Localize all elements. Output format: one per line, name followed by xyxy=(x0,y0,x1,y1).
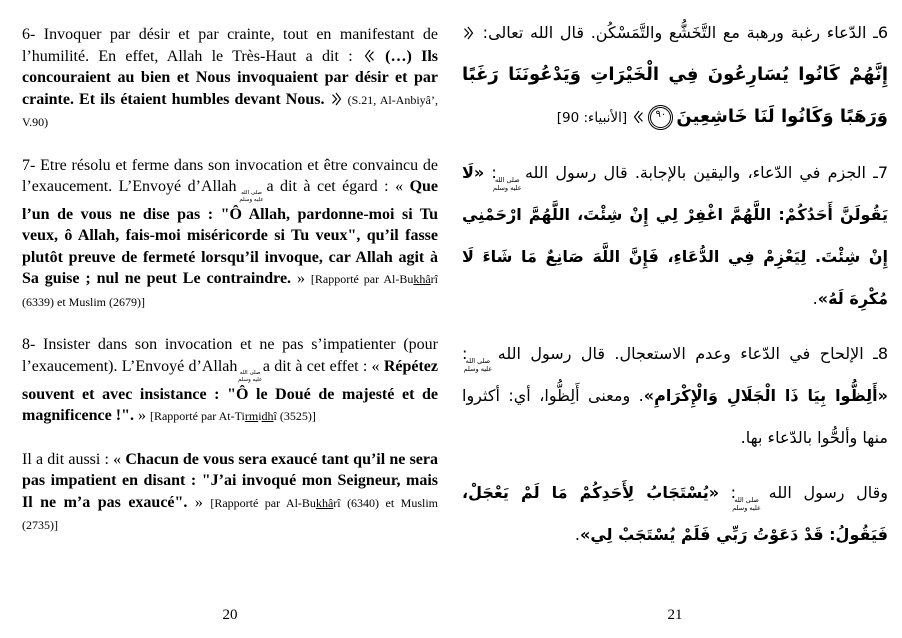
page-number-left: 20 xyxy=(222,607,238,623)
text-segment: » xyxy=(133,407,150,424)
paragraph-ar-hadith-extra xyxy=(462,472,888,556)
saw-bottom-text: عليه وسلم xyxy=(732,504,761,513)
text-segment: . ومعنى أَلِظُّوا، أي: أكثروا منها وألحُّوا بالدّعاء بها. xyxy=(462,386,888,447)
text-segment: «لَا يَقُولَنَّ أَحَدُكُمْ: اللَّهُمَّ اغْفِرْ لِي إِنْ شِئْتَ، اللَّهُمَّ ارْحَمْنِي إِنْ شِئْتَ. لِيَعْزِمْ فِي الدُّعَاءِ، فَإِنَّ اللَّهَ صَانِعٌ مَا شَاءَ لَا مُكْرِهَ لَهُ» xyxy=(462,163,888,308)
saw-top-text: صلى الله xyxy=(734,496,759,504)
text-segment: Répétez souvent et avec insistance : "Ô le Doué de majesté et de magnificence !". xyxy=(22,357,438,424)
text-segment: i xyxy=(258,409,262,423)
text-segment: وقال رسول الله xyxy=(757,483,888,502)
ayah-end-marker-icon: ٩٠ xyxy=(648,105,673,130)
paragraph-ar-point-6 xyxy=(462,12,888,139)
quran-bracket-icon xyxy=(464,26,474,43)
saw-bottom-text: عليه وسلم xyxy=(239,196,264,203)
prophet-salutation-icon xyxy=(732,496,761,513)
text-segment: Que l’un de vous ne dise pas : "Ô Allah, pardonne-moi si Tu veux, ô Allah, fais-moi miséricorde si Tu veux", qu’il fasse plutôt preuve de fermeté lorsqu’il invoque, car Allah agit à Sa guise ; nul ne peut Le contraindre. xyxy=(22,178,439,288)
text-segment: î (3525)] xyxy=(273,409,316,423)
text-segment: Chacun de vous sera exaucé tant qu’il ne sera pas impatient en disant : "J’ai invoqué mon Seigneur, mais Il ne m’a pas exaucé". xyxy=(22,450,438,511)
paragraph-fr-point-6 xyxy=(22,24,438,134)
text-segment: 6ـ الدّعاء رغبة ورهبة مع التَّخَشُّع والتَّمَسْكُن. قال الله تعالى: xyxy=(476,23,888,42)
text-segment: rî (6339) et Muslim (2679)] xyxy=(22,272,438,309)
text-segment: . xyxy=(812,289,818,308)
paragraph-ar-point-8 xyxy=(462,333,888,459)
text-segment: . xyxy=(574,525,580,544)
text-segment: «يُسْتَجَابُ لِأَحَدِكُمْ مَا لَمْ يَعْجَلْ، فَيَقُولُ: قَدْ دَعَوْتُ رَبِّي فَلَمْ يُسْتَجَبْ لِي» xyxy=(462,483,888,544)
text-segment: dh xyxy=(261,409,274,423)
paragraph-fr-point-7 xyxy=(22,155,438,314)
saw-top-text: صلى الله xyxy=(465,357,491,365)
quran-bracket-icon xyxy=(332,92,342,110)
quran-bracket-icon xyxy=(364,49,374,67)
prophet-salutation-icon xyxy=(493,176,522,193)
text-segment: [Rapporté par Al-Bu xyxy=(310,272,414,287)
text-segment: (S.21, Al-Anbiyâ’, V.90) xyxy=(22,92,439,129)
text-segment: : xyxy=(719,483,737,502)
saw-top-text: صلى الله xyxy=(241,190,262,196)
text-segment: 8- Insister dans son invocation et ne pas s’impatienter (pour l’exaucement). L’Envoyé d’Allah xyxy=(22,336,438,375)
text-segment: : xyxy=(484,163,497,182)
page-number-right: 21 xyxy=(667,607,683,623)
saw-bottom-text: عليه وسلم xyxy=(493,184,522,193)
prophet-salutation-icon xyxy=(239,190,264,204)
text-segment: » xyxy=(187,493,211,511)
text-segment: a dit à cet effet : « xyxy=(258,357,384,375)
text-segment: rm xyxy=(244,409,259,423)
text-segment: a dit à cet égard : « xyxy=(260,178,410,195)
text-segment: 8ـ الإلحاح في الدّعاء وعدم الاستعجال. قال رسول الله xyxy=(488,344,888,363)
saw-top-text: صلى الله xyxy=(495,176,520,184)
text-segment: إِنَّهُمْ كَانُوا يُسَارِعُونَ فِي الْخَيْرَاتِ وَيَدْعُونَنَا رَغَبًا وَرَهَبًا وَكَانُوا لَنَا خَاشِعِينَ xyxy=(462,64,888,127)
text-segment: (…) Ils concouraient au bien et Nous invoquaient par désir et par crainte. Et ils étaient humbles devant Nous. xyxy=(22,47,439,108)
text-segment: 6- Invoquer par désir et par crainte, tout en manifestant de l’humilité. En effet, Allah le Très-Haut a dit : xyxy=(22,26,438,65)
saw-top-text: صلى الله xyxy=(239,369,261,376)
text-segment: 7- Etre résolu et ferme dans son invocation et être convaincu de l’exaucement. L’Envoyé d’Allah xyxy=(22,156,438,195)
left-page xyxy=(22,0,438,638)
text-segment: : xyxy=(462,344,468,363)
text-segment: rî (6340) et Muslim (2735)] xyxy=(22,495,438,532)
paragraph-fr-hadith-extra xyxy=(22,449,438,537)
text-segment: [الأنبياء: 90] xyxy=(556,110,632,126)
text-segment: 7ـ الجزم في الدّعاء، واليقين بالإجابة. قال رسول الله xyxy=(517,163,888,182)
prophet-salutation-icon xyxy=(238,369,263,384)
saw-bottom-text: عليه وسلم xyxy=(463,365,493,374)
saw-bottom-text: عليه وسلم xyxy=(238,376,263,383)
text-segment: [Rapporté par Al-Bu xyxy=(210,495,316,510)
paragraph-ar-point-7 xyxy=(462,152,888,320)
text-segment: » xyxy=(291,270,311,288)
text-segment: «أَلِظُّوا بِيَا ذَا الْجَلَالِ وَالْإِكْرَامِ» xyxy=(643,386,888,405)
prophet-salutation-icon xyxy=(463,357,493,374)
text-segment: [Rapporté par At-Ti xyxy=(149,409,245,423)
paragraph-fr-point-8 xyxy=(22,334,438,427)
quran-bracket-icon xyxy=(633,110,643,127)
text-segment: khâ xyxy=(413,272,431,287)
text-segment: khâ xyxy=(315,495,334,510)
right-page xyxy=(462,0,888,638)
text-segment: Il a dit aussi : « xyxy=(22,450,126,468)
